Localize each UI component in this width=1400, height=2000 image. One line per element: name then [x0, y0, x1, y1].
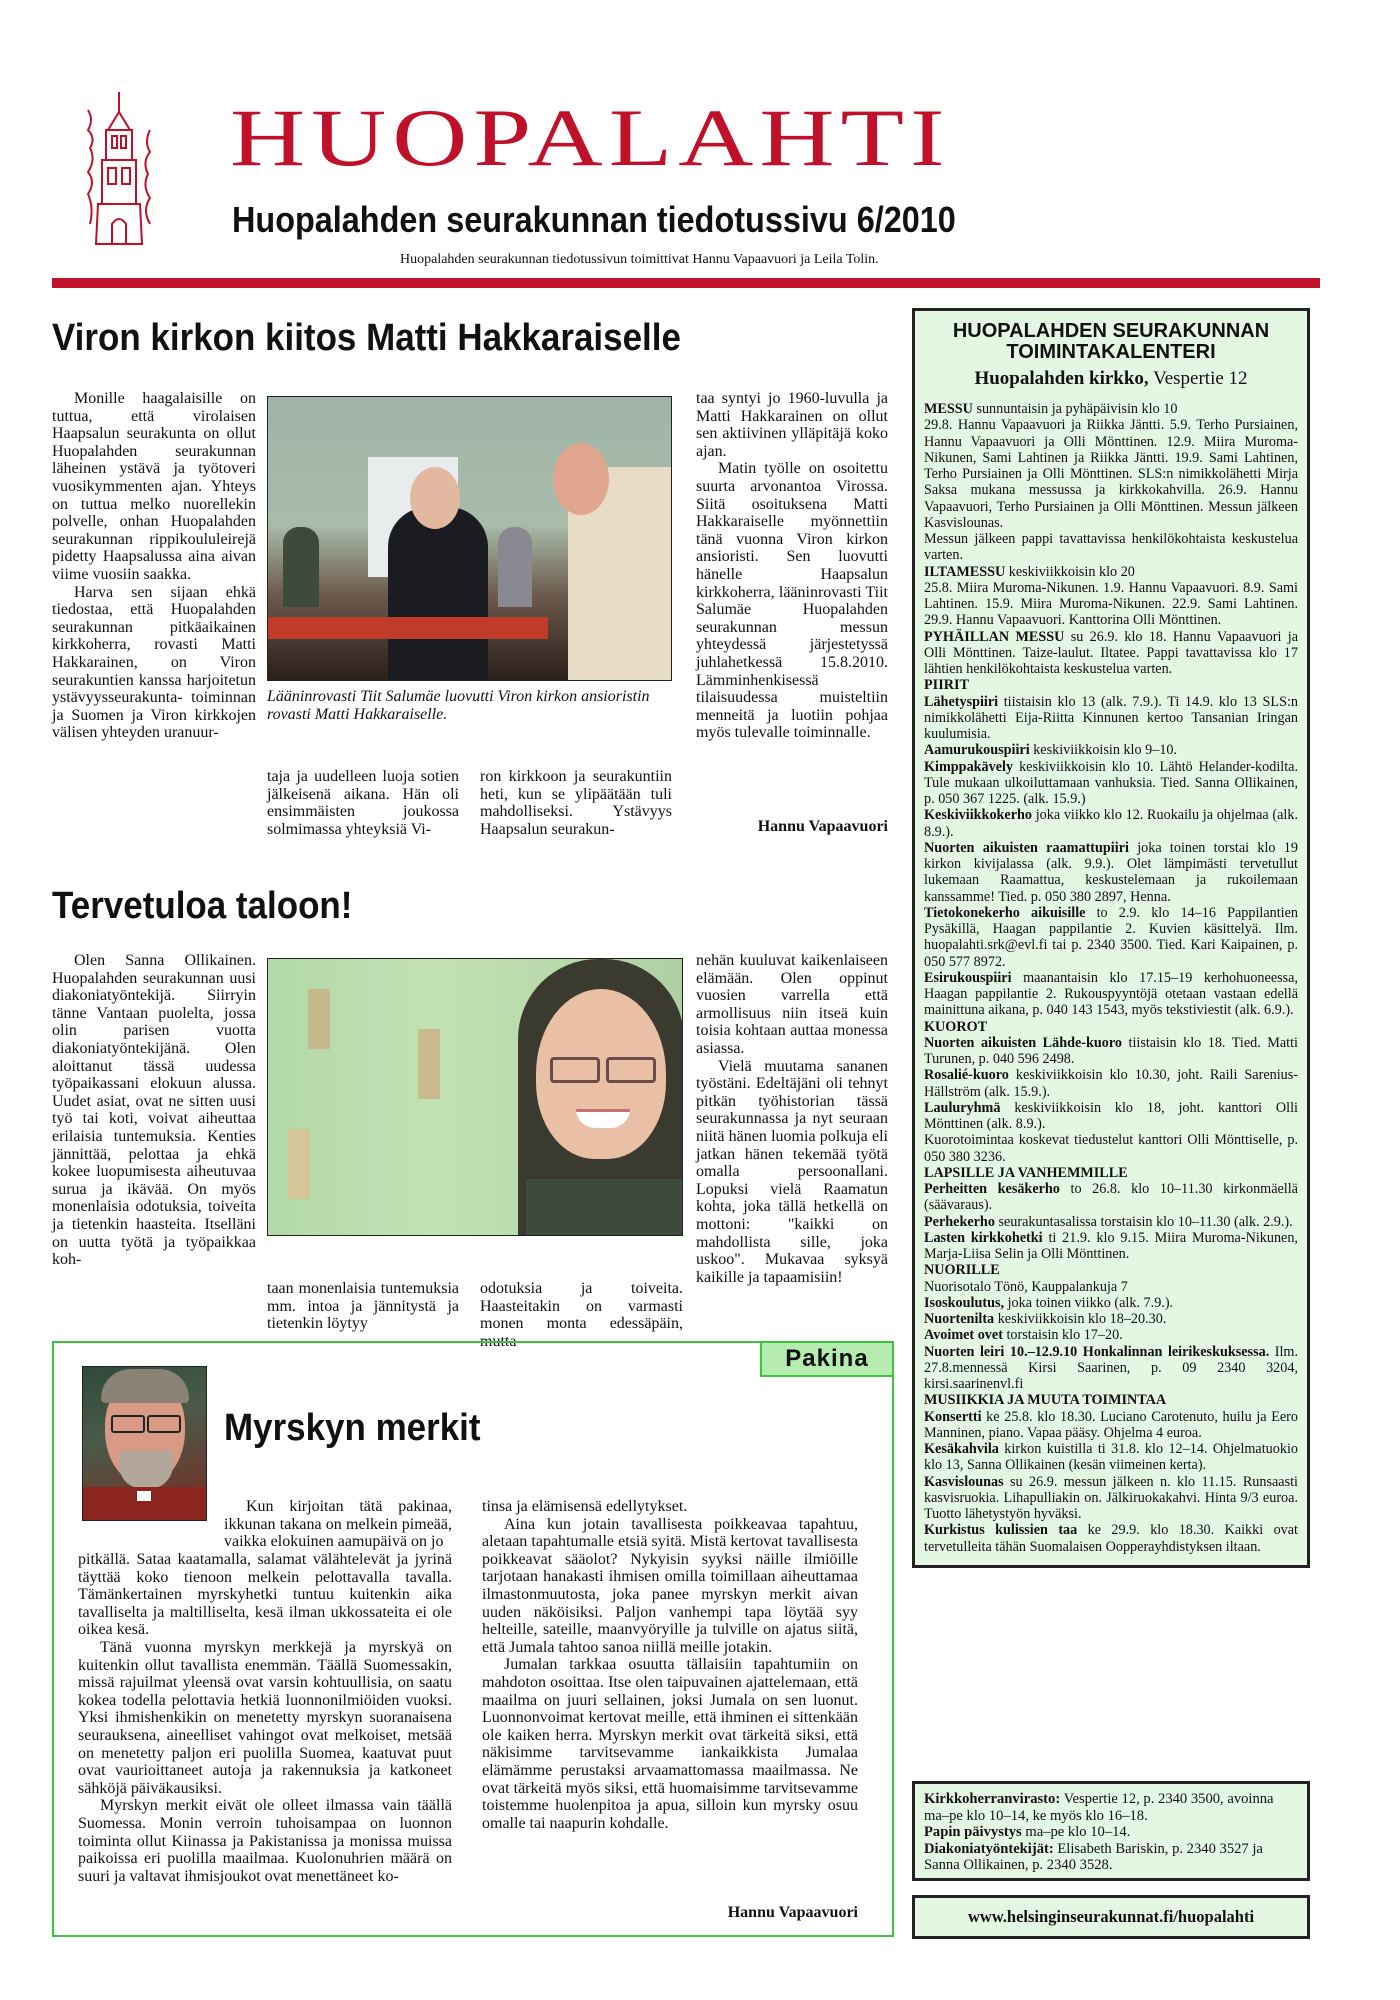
article2-column-4 [696, 952, 888, 1286]
pakina-paragraph: Myrskyn merkit eivät ole olleet ilmassa vain täällä Suomessa. Monin verroin tuhoisampaa on luonnon toiminta ollut Kiinassa ja Pakistanissa ja monissa muissa paikoissa eri puolilla maailmaa. Kuolonuhrien määrä on suuri ja valtavat ihmisjoukot ovat menettäneet ko- [78, 1797, 452, 1885]
calendar-item [924, 1409, 1298, 1442]
calendar-item-text: ke 29.9. klo 18.30. Kaikki ovat tervetulleita tähän Suomalaisen Oopperayhdistyksen iltaan. [924, 1522, 1298, 1555]
calendar-item [924, 1132, 1298, 1165]
calendar-item-text: 25.8. Miira Muroma-Nikunen. 1.9. Hannu Vapaavuori. 8.9. Sami Lahtinen. 15.9. Miira Muroma-Nikunen. 22.9. Sami Lahtinen. 29.9. Hannu Vapaavuori. Kanttorina Olli Mönttinen. [924, 579, 1298, 629]
calendar-item [924, 1295, 1298, 1311]
calendar-item [924, 1327, 1298, 1343]
calendar-item-text: keskiviikkoisin klo 18, joht. kanttori Olli Mönttinen (alk. 8.9.). [924, 1099, 1298, 1132]
contact-item-text: Elisabeth Bariskin, p. 2340 3527 ja Sanna Ollikainen, p. 2340 3528. [924, 1840, 1263, 1873]
calendar-location [924, 367, 1298, 391]
calendar-item [924, 807, 1298, 840]
article1-paragraph: taja ja uudelleen luoja sotien jälkeisenä aikana. Hän oli ensimmäisten joukossa solmimassa yhteyksiä Vi- [267, 768, 459, 838]
calendar-title-line1: HUOPALAHDEN SEURAKUNNAN [952, 320, 1270, 342]
calendar-item [924, 417, 1298, 531]
article1-column-4 [696, 390, 888, 742]
calendar-item-text: ke 25.8. klo 18.30. Luciano Carotenuto, huilu ja Eero Manninen, piano. Vapaa pääsy. Ohjelma 4 euroa. [924, 1408, 1298, 1441]
calendar-item [924, 1279, 1298, 1295]
calendar-item [924, 629, 1298, 678]
calendar-item-text: kirkon kuistilla ti 31.8. klo 12–14. Ohjelmatuokio klo 13, Sanna Ollikainen (kesän viimeinen kerta). [924, 1441, 1298, 1474]
calendar-item [924, 905, 1298, 970]
contact-info-box [912, 1781, 1310, 1881]
pakina-column-1 [78, 1551, 452, 1885]
calendar-item-label: MUSIIKKIA JA MUUTA TOIMINTAA [924, 1392, 1167, 1409]
calendar-item-label: Kasvislounas [924, 1473, 1004, 1490]
calendar-item [924, 970, 1298, 1019]
pakina-paragraph: tinsa ja elämisensä edellytykset. [482, 1498, 688, 1515]
calendar-item-label: Perhekerho [924, 1213, 995, 1230]
calendar-item [924, 694, 1298, 743]
calendar-item [924, 677, 1298, 693]
calendar-item [924, 742, 1298, 758]
calendar-item-label: Keskiviikkokerho [924, 807, 1033, 824]
calendar-item-text: joka toinen viikko (alk. 7.9.). [1004, 1294, 1174, 1311]
calendar-item-label: Lähetyspiiri [924, 693, 999, 710]
calendar-item-label: Kurkistus kulissien taa [924, 1522, 1078, 1539]
calendar-item-text: joka viikko klo 12. Ruokailu ja ohjelmaa (alk. 8.9.). [924, 807, 1298, 840]
calendar-items [924, 401, 1298, 1555]
calendar-item-label: PIIRIT [924, 677, 969, 694]
calendar-item-text: Nuorisotalo Tönö, Kauppalankuja 7 [924, 1278, 1128, 1295]
calendar-item-label: PYHÄILLAN MESSU [924, 628, 1065, 645]
calendar-title-line2: TOIMINTAKALENTERI [1006, 341, 1216, 363]
pakina-paragraph: pitkällä. Sataa kaatamalla, salamat välähtelevät ja jyrinä täyttää koko tienoon melkein pelottavalla tavalla. Tämänkertainen myrskyhetki tuntuu kuitenkin aika tavalliselta ja maltilliselta, kesä ilman ukkossateita ei ole oikea kesä. [78, 1551, 452, 1639]
calendar-item-text: to 26.8. klo 10–11.30 kirkonmäellä (säävaraus). [924, 1181, 1298, 1214]
article2-paragraph: nehän kuuluvat kaikenlaiseen elämään. Olen oppinut vuosien varrella että armollisuus niin itseä kuin toisia kohtaan auttaa monessa asiassa. [696, 952, 888, 1057]
article2-paragraph: Olen Sanna Ollikainen. Huopalahden seurakunnan uusi diakoniatyöntekijä. Siirryin tänne Vantaan puolelta, jossa olin parisen vuotta diakoniatyöntekijänä. Olen aloittanut tässä uudessa työpaikassani elokuun alussa. Uudet asiat, ovat ne sitten uusi työ tai koti, voivat aiheuttaa erilaisia tuntemuksia. Kenties jännittää, pelottaa ja ehkä kokee luopumisesta aiheutuvaa surua ja ikävää. On myös monenlaisia odotuksia, toiveita ja tietenkin haasteita. Itselläni on uutta työtä ja työpaikkaa koh- [52, 952, 256, 1269]
masthead-divider [52, 278, 1320, 288]
article1-paragraph: Monille haagalaisille on tuttua, että virolaisen Haapsalun seurakunta on ollut Huopalahden seurakunnan läheinen ystävä ja työtoveri vuosikymmenten ajan. Yhteys on tuttua melko nuorellekin polvelle, onhan Huopalahden seurakunnan rippikoululeirejä pidetty Haapsalussa aina aivan viime vuosiin saakka. [52, 390, 256, 583]
contact-item-label: Kirkkoherranvirasto: [924, 1791, 1061, 1807]
article1-paragraph: ron kirkkoon ja seurakuntiin heti, kun se ylipäätään tuli mahdolliseksi. Ystävyys Haapsalun seurakun- [480, 768, 672, 838]
calendar-item [924, 1181, 1298, 1214]
masthead-editors: Huopalahden seurakunnan tiedotussivun toimittivat Hannu Vapaavuori ja Leila Tolin. [400, 252, 879, 267]
calendar-item-text: Ilm. 27.8.mennessä Kirsi Saarinen, p. 09 2340 3204, kirsi.saarinenvl.fi [924, 1343, 1299, 1392]
calendar-item-label: Nuorten aikuisten raamattupiiri [924, 839, 1129, 856]
calendar-item-label: Lasten kirkkohetki [924, 1229, 1043, 1246]
calendar-item [924, 1311, 1298, 1327]
calendar-item [924, 759, 1298, 808]
masthead-title: HUOPALAHTI [230, 93, 951, 184]
calendar-item [924, 580, 1298, 629]
pakina-intro [224, 1498, 452, 1551]
calendar-item [924, 1019, 1298, 1035]
pakina-tag: Pakina [760, 1341, 894, 1377]
calendar-item-label: Perheitten kesäkerho [924, 1181, 1060, 1197]
article1-column-2 [267, 768, 459, 838]
calendar-item [924, 1100, 1298, 1133]
calendar-item [924, 1344, 1298, 1393]
article2-column-2 [267, 1280, 459, 1333]
pakina-byline: Hannu Vapaavuori [727, 1904, 858, 1921]
pakina-paragraph: Jumalan tarkkaa osuutta tällaisiin tapahtumiin on mahdoton osoittaa. Itse olen taipuvainen ajattelemaan, että maailma on juuri sellainen, joksi Jumala on sen luonut. Luonnonvoimat kertovat meille, että ihminen ei sittenkään ole kaiken herra. Myrskyn merkit ovat tärkeitä siksi, että näkisimme tarvitsevamme iankaikkista Jumalaa elämämme perustaksi arvaamattomassa maailmassa. Ne ovat tärkeitä myös siksi, että huomaisimme tarvitsevamme toistemme huolenpitoa ja apua, silloin kun myrsky osuu omalle tai naapurin kohdalle. [482, 1656, 858, 1832]
article2-column-1 [52, 952, 256, 1269]
contact-item [924, 1841, 1298, 1874]
calendar-item [924, 1067, 1298, 1100]
article1-headline: Viron kirkon kiitos Matti Hakkaraiselle [52, 317, 681, 359]
article1-byline: Hannu Vapaavuori [757, 818, 888, 835]
calendar-item-text: Messun jälkeen pappi tavattavissa henkilökohtaista keskustelua varten. [924, 531, 1298, 564]
calendar-item-text: maanantaisin klo 17.15–19 kerhohuoneessa, Haagan pappilantie 2. Rukouspyyntöjä otetaan vastaan edellä mainittuna aikana, p. 040 143 1543, myös tekstiviestit (alk. 6.9.). [924, 969, 1298, 1019]
calendar-item-label: Aamurukouspiiri [924, 742, 1030, 759]
calendar-location-name: Huopalahden kirkko, [974, 368, 1149, 389]
calendar-item-label: Nuortenilta [924, 1311, 995, 1327]
calendar-item-text: torstaisin klo 17–20. [1002, 1327, 1123, 1344]
article2-paragraph: taan monenlaisia tuntemuksia mm. intoa ja jännitystä ja tietenkin löytyy [267, 1280, 459, 1333]
calendar-item [924, 1165, 1298, 1181]
calendar-item-label: ILTAMESSU [924, 563, 1006, 580]
calendar-item [924, 401, 1298, 417]
calendar-item-text: 29.8. Hannu Vapaavuori ja Riikka Jäntti. 5.9. Terho Pursiainen, Hannu Vapaavuori ja Olli Mönttinen. 12.9. Miira Muroma-Nikunen, Sami Lahtinen ja Riikka Jäntti. 19.9. Sami Lahtinen, Terho Pursiainen ja Olli Mönttinen. SLS:n nimikkolähetti Mirja Saksa mukana messussa ja kirkkokahvilla. 26.9. Hannu Vapaavuori, Terho Pursiainen ja Olli Mönttinen. Messun jälkeen Kasvislounas. [924, 417, 1298, 531]
masthead-subtitle: Huopalahden seurakunnan tiedotussivu 6/2010 [232, 199, 956, 240]
calendar-item [924, 1392, 1298, 1408]
article1-paragraph: taa syntyi jo 1960-luvulla ja Matti Hakkarainen on ollut sen aktiivinen ylläpitäjä koko ajan. [696, 390, 888, 460]
calendar-item-text: su 26.9. klo 18. Hannu Vapaavuori ja Olli Mönttinen. Taize-laulut. Iltatee. Pappi tavattavissa klo 17 lähtien henkilökohtaista keskustelua varten. [924, 628, 1299, 677]
article2-photo [267, 958, 683, 1236]
calendar-item [924, 1262, 1298, 1278]
calendar-item-label: Kesäkahvila [924, 1441, 999, 1457]
pakina-column-2 [482, 1498, 858, 1832]
article2-paragraph: odotuksia ja toiveita. Haasteitakin on varmasti monen monta edessäpäin, mutta [480, 1280, 683, 1350]
calendar-item-label: Lauluryhmä [924, 1099, 1001, 1116]
pakina-paragraph: Tänä vuonna myrskyn merkkejä ja myrskyä on kuitenkin ollut tavallista enemmän. Täällä Suomessakin, missä rajuilmat yleensä ovat varsin kohtuullisia, on saatu kokea todella pelottavia hetkiä luonnonilmiöiden vuoksi. Yksi ihmishenkikin on menetetty myrskyn suoranaisena seurauksena, aineelliset vahingot ovat melkoiset, metsää on menetetty paljon eri puolilla Suomea, kaatuvat puut ovat vaurioittaneet autoja ja rakennuksia ja katkoneet sähköjä päiväkausiksi. [78, 1638, 452, 1797]
calendar-item [924, 840, 1298, 905]
calendar-item-label: MESSU [924, 401, 973, 417]
pakina-paragraph: Aina kun jotain tavallisesta poikkeavaa tapahtuu, aletaan tapahtumalle etsiä syitä. Mistä kertovat tavallisesta poikkeavat sääolot? Nykyisin syyksi näille ilmiöille tarjotaan hanakasti ihmisen omilla toimillaan aiheuttamaa ilmastonmuutosta, joka panee myrskyn merkit aivan uuden näköisiksi. Paljon vanhempi tapa löytää syy helteille, sateille, maanvyöryille ja tulville on ajatus siitä, että Jumala tahtoo sanoa niillä meille jotakin. [482, 1515, 858, 1656]
contact-item [924, 1824, 1298, 1841]
calendar-item [924, 1522, 1298, 1555]
article1-paragraph: Matin työlle on osoitettu suurta arvonantoa Virossa. Siitä osoituksena Matti Hakkaraiselle myönnettiin tänä vuonna Viron kirkon ansioristi. Sen luovutti hänelle Haapsalun kirkkoherra, lääninrovasti Tiit Salumäe Huopalahden seurakunnan messun yhteydessä järjestetyssä juhlahetkessä 15.8.2010. Lämminhenkisessä tilaisuudessa muisteltiin menneitä ja luotiin pohjaa myös tulevalle toiminnalle. [696, 460, 888, 742]
calendar-item [924, 531, 1298, 564]
calendar-item-label: Konsertti [924, 1408, 982, 1425]
calendar-item [924, 1214, 1298, 1230]
calendar-location-address: Vespertie 12 [1148, 368, 1248, 389]
calendar-item-label: Esirukouspiiri [924, 969, 1012, 986]
calendar-item-text: to 2.9. klo 14–16 Pappilantien Pysäkillä, Haagan pappilantie 2. Kuvien käsittelyä. Ilm. huopalahti.srk@evl.fi tai p. 2340 3500. Tied. Kari Kaipainen, p. 050 577 8972. [924, 904, 1298, 970]
contact-item-text: ma–pe klo 10–14. [1021, 1824, 1131, 1840]
pakina-author-photo [82, 1366, 207, 1521]
calendar-item-label: Nuorten aikuisten Lähde-kuoro [924, 1034, 1123, 1051]
activity-calendar [912, 308, 1310, 1568]
calendar-item-text: ti 21.9. klo 9.15. Miira Muroma-Nikunen, Marja-Liisa Selin ja Olli Mönttinen. [924, 1229, 1298, 1262]
calendar-item-text: keskiviikkoisin klo 10.30, joht. Raili Sarenius-Hällström (alk. 15.9.). [924, 1067, 1298, 1100]
contact-item-text: Vespertie 12, p. 2340 3500, avoinna ma–pe klo 10–14, ke myös klo 16–18. [924, 1791, 1274, 1824]
calendar-item-text: Kuorotoimintaa koskevat tiedustelut kanttori Olli Mönttiselle, p. 050 380 3236. [924, 1132, 1298, 1165]
article2-paragraph: Vielä muutama sananen työstäni. Edeltäjäni oli tehnyt pitkän työhistorian tässä seurakunnassa ja nyt seuraan niitä hänen luomia polkuja eli jatkan hänen tekemää työtä omalla persoonallani. Lopuksi vielä Raamatun kohta, joka tällä hetkellä on mottoni: "kaikki on mahdollista sille, joka uskoo". Mukavaa syksyä kaikille ja tapaamisiin! [696, 1057, 888, 1286]
calendar-item-text: tiistaisin klo 13 (alk. 7.9.). Ti 14.9. klo 13 SLS:n nimikkolähetti Eija-Riitta Kinnunen kertoo Tansanian Iringan kuulumisia. [924, 693, 1298, 742]
pakina-paragraph: Kun kirjoitan tätä pakinaa, ikkunan takana on melkein pimeää, vaikka elokuinen aamupäivä on jo [224, 1498, 452, 1551]
calendar-item-text: joka toinen torstai klo 19 kirkon kivijalassa (alk. 9.9.). Olet lämpimästi tervetullut lukemaan Raamattua, keskustelemaan ja rukoilemaan kanssamme! Tied. p. 050 380 2897, Henna. [924, 839, 1298, 905]
article1-column-1 [52, 390, 256, 742]
calendar-item-text: seurakuntasalissa torstaisin klo 10–11.30 (alk. 2.9.). [994, 1213, 1293, 1230]
calendar-item [924, 1474, 1298, 1523]
calendar-item [924, 1035, 1298, 1068]
calendar-item-label: LAPSILLE JA VANHEMMILLE [924, 1164, 1128, 1181]
contact-item-label: Diakoniatyöntekijät: [924, 1840, 1054, 1857]
pakina-headline: Myrskyn merkit [224, 1407, 481, 1449]
calendar-item-label: Isoskoulutus, [924, 1294, 1005, 1311]
article1-photo [267, 396, 672, 681]
calendar-item-label: NUORILLE [924, 1262, 1000, 1279]
calendar-item-text: keskiviikkoisin klo 18–20.30. [994, 1311, 1167, 1327]
article1-paragraph: Harva sen sijaan ehkä tiedostaa, että Huopalahden seurakunnan pitkäaikainen kirkkoherra, rovasti Matti Hakkarainen, on Viron seurakuntien kanssa harjoitetun ystävyysseurakunta- toiminnan ja Suomen ja Viron kirkkojen välisen yhteyden uranuur- [52, 583, 256, 742]
calendar-item [924, 1441, 1298, 1474]
article1-column-3 [480, 768, 672, 838]
calendar-item [924, 564, 1298, 580]
calendar-item-text: su 26.9. messun jälkeen n. klo 11.15. Runsaasti kasvisruokia. Lihapulliakin on. Jälkiruokakahvi. Hinta 9/3 euroa. Tuotto lähetystyön hyväksi. [924, 1473, 1298, 1522]
calendar-item-text: keskiviikkoisin klo 10. Lähtö Helander-kodilta. Tule mukaan ulkoiluttamaan vanhuksia. Tied. Sanna Ollikainen, p. 050 367 1225. (alk. 15.9.) [924, 758, 1298, 807]
calendar-item-label: Nuorten leiri 10.–12.9.10 Honkalinnan leirikeskuksessa. [924, 1343, 1270, 1360]
article2-headline: Tervetuloa taloon! [52, 885, 353, 927]
website-link[interactable]: www.helsinginseurakunnat.fi/huopalahti [912, 1895, 1310, 1939]
calendar-item [924, 1230, 1298, 1263]
calendar-item-text: keskiviikkoisin klo 9–10. [1029, 742, 1178, 759]
article2-column-3 [480, 1280, 683, 1350]
calendar-item-label: Tietokonekerho aikuisille [924, 904, 1086, 921]
calendar-item-label: Kimppakävely [924, 758, 1014, 775]
calendar-item-text: sunnuntaisin ja pyhäpäivisin klo 10 [972, 401, 1178, 417]
church-tower-logo-icon [84, 90, 154, 250]
calendar-item-label: Avoimet ovet [924, 1327, 1003, 1344]
contact-item [924, 1791, 1298, 1824]
calendar-item-label: KUOROT [924, 1018, 988, 1035]
calendar-item-label: Rosalié-kuoro [924, 1067, 1009, 1084]
contact-item-label: Papin päivystys [924, 1824, 1022, 1840]
article1-photo-caption: Lääninrovasti Tiit Salumäe luovutti Viron kirkon ansioristin rovasti Matti Hakkaraiselle. [267, 688, 650, 723]
calendar-item-text: tiistaisin klo 18. Tied. Matti Turunen, p. 040 596 2498. [924, 1034, 1299, 1067]
calendar-item-text: keskiviikkoisin klo 20 [1005, 563, 1135, 580]
